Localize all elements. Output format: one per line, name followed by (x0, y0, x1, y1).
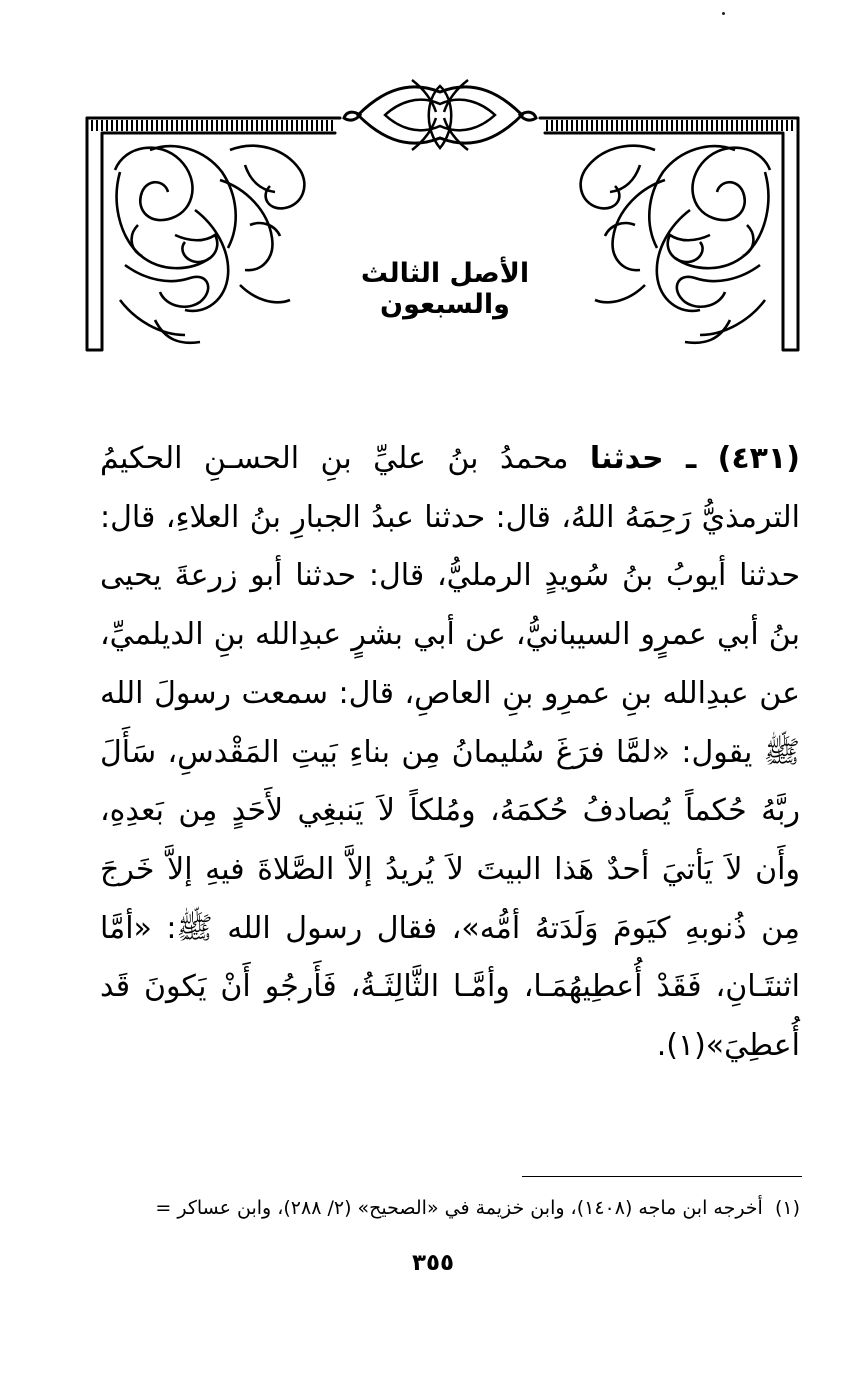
footnote (90, 1197, 800, 1219)
footnote-marker: (١) (774, 1197, 800, 1219)
frame-hatching-left (92, 120, 332, 131)
hadith-lead: ـ حدثنا (589, 441, 697, 476)
hadith-number: (٤٣١) (717, 441, 800, 476)
chapter-title: الأصل الثالث والسبعون (360, 258, 530, 320)
hadith-text: محمدُ بنُ عليِّ بنِ الحسـنِ الحكيمُ الترمذيُّ رَحِمَهُ اللهُ، قال: حدثنا عبدُ الجبارِ بنُ العلاءِ، قال: حدثنا أيوبُ بنُ سُويدٍ الرمليُّ، قال: حدثنا أبو زرعةَ يحيى بنُ أبي عمرٍو السيبانيُّ، عن أبي بشرٍ عبدِالله بنِ الديلميِّ، عن عبدِالله بنِ عمرِو بنِ العاصِ، قال: سمعت رسولَ الله ﷺ يقول: «لمَّا فرَغَ سُليمانُ مِن بناءِ بَيتِ المَقْدسِ، سَأَلَ ربَّهُ حُكماً يُصادفُ حُكمَهُ، ومُلكاً لاَ يَنبغِي لأَحَدٍ مِن بَعدِهِ، وأَن لاَ يَأتيَ أحدٌ هَذا البيتَ لاَ يُريدُ إلاَّ الصَّلاةَ فيهِ إلاَّ خَرجَ مِن ذُنوبهِ كيَومَ وَلَدَتهُ أمُّه»، فقال رسول الله ﷺ: «أمَّا اثنتَـانِ، فَقَدْ أُعطِيهُمَـا، وأمَّـا الثَّالِثَـةُ، فَأَرجُو أَنْ يَكونَ قَد أُعطِيَ»(١). (100, 441, 800, 1064)
page-number: ٣٥٥ (411, 1250, 455, 1276)
left-corner-arabesque (115, 146, 304, 343)
frame-hatching-right (547, 120, 792, 131)
footnote-text: أخرجه ابن ماجه (١٤٠٨)، وابن خزيمة في «الصحيح» (٢/ ٢٨٨)، وابن عساكر = (155, 1197, 763, 1219)
footnote-separator (522, 1176, 802, 1177)
right-corner-arabesque (581, 146, 770, 343)
hadith-paragraph (100, 430, 800, 1076)
top-center-medallion (344, 80, 536, 150)
